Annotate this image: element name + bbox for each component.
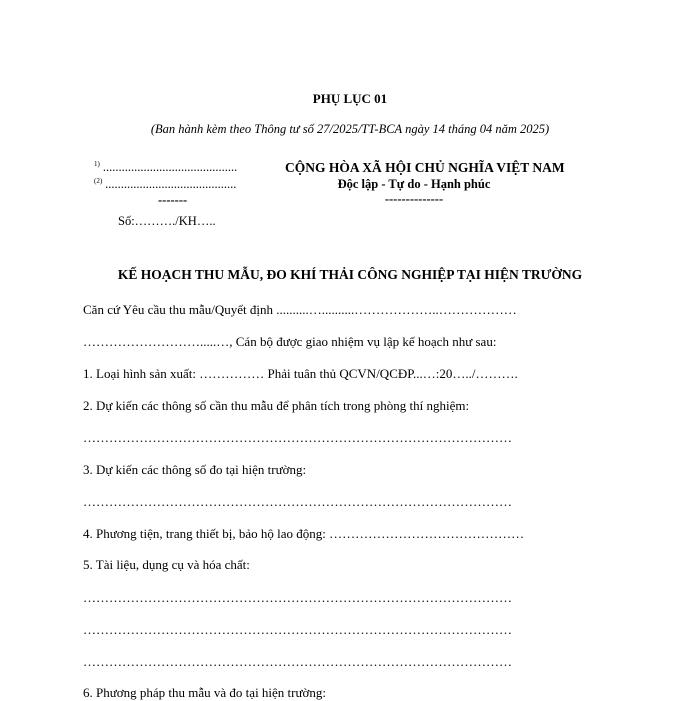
appendix-title: PHỤ LỤC 01 [312,91,388,106]
agency-line-1 [94,160,237,175]
agency-line-1-dots: ........................................... [102,160,238,175]
body-line-blank-5a: ……………………………………………………………………………………… [83,590,512,605]
national-title: CỘNG HÒA XÃ HỘI CHỦ NGHĨA VIỆT NAM [285,160,565,175]
body-line-item-3: 3. Dự kiến các thông số đo tại hiện trường: [83,462,307,477]
right-divider: -------------- [384,192,444,206]
document-title: KẾ HOẠCH THU MẪU, ĐO KHÍ THẢI CÔNG NGHIỆP TẠI HIỆN TRƯỜNG [117,267,583,282]
body-line-item-5: 5. Tài liệu, dụng cụ và hóa chất: [83,557,250,572]
issued-note: (Ban hành kèm theo Thông tư số 27/2025/TT-BCA ngày 14 tháng 04 năm 2025) [150,122,550,136]
body-line-item-1: 1. Loại hình sản xuất: …………… Phải tuân thủ QCVN/QCĐP...…:20…../………. [83,366,518,381]
national-motto: Độc lập - Tự do - Hạnh phúc [337,177,491,191]
body-line-blank-5c: ……………………………………………………………………………………… [83,654,512,669]
footnote-marker-2: (2) [94,177,103,185]
body-line-blank-2: ……………………………………………………………………………………… [83,430,512,445]
body-line-item-2: 2. Dự kiến các thông số cần thu mẫu để phân tích trong phòng thí nghiệm: [83,398,470,413]
agency-line-2-dots: .......................................... [105,177,237,192]
document-number: Số:………./KH….. [118,214,216,228]
body-line-blank-3: ……………………………………………………………………………………… [83,494,512,509]
body-line-officer: ……………………….....…, Cán bộ được giao nhiệm vụ lập kế hoạch như sau: [83,334,497,349]
left-divider: ------- [158,193,188,207]
body-line-basis: Căn cứ Yêu cầu thu mẫu/Quyết định ..........…..........………………..……………… [83,302,517,317]
body-line-item-6: 6. Phương pháp thu mẫu và đo tại hiện trường: [83,685,327,700]
agency-line-2 [94,177,236,192]
body-line-item-4: 4. Phương tiện, trang thiết bị, bảo hộ lao động: ……………………………………… [83,526,525,541]
body-line-blank-5b: ……………………………………………………………………………………… [83,622,512,637]
footnote-marker-1: 1) [94,160,100,168]
